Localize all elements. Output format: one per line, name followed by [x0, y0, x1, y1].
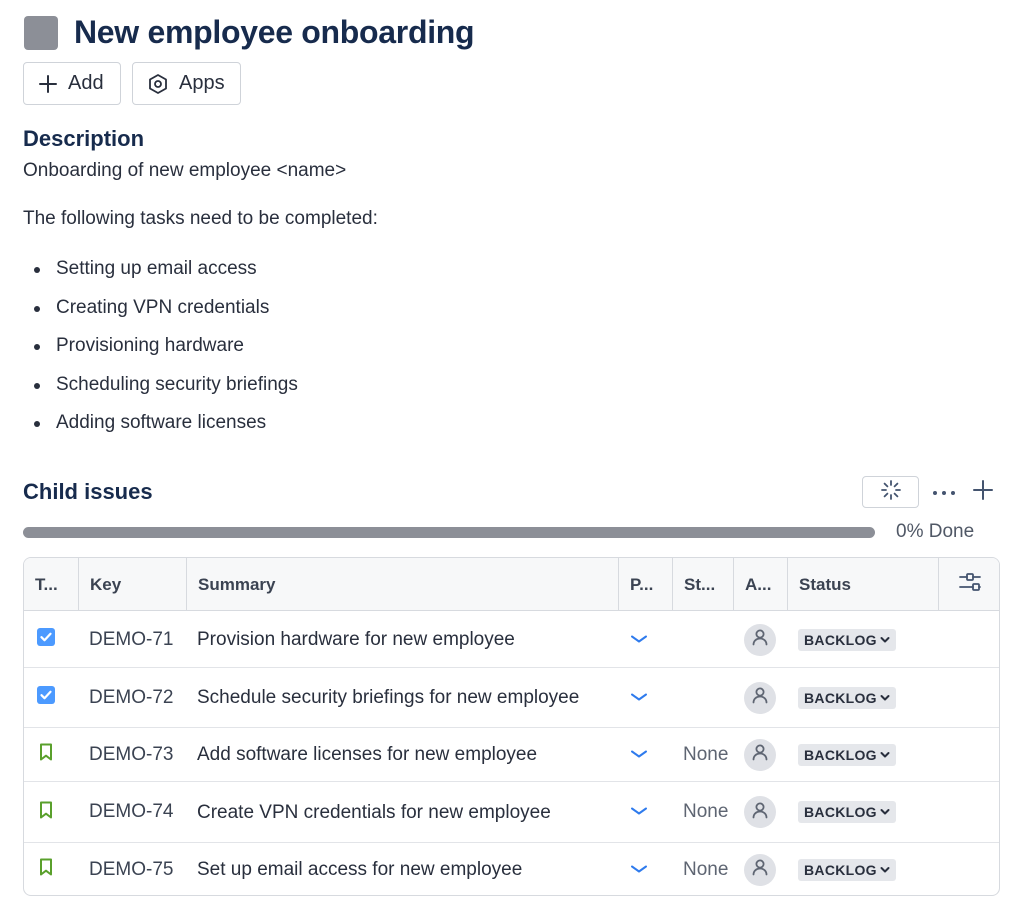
- column-header-priority[interactable]: P...: [619, 558, 673, 611]
- status-cell[interactable]: [798, 728, 896, 781]
- assignee-cell[interactable]: [744, 728, 776, 781]
- add-button[interactable]: [23, 62, 121, 105]
- issue-header: [24, 14, 474, 51]
- table-row[interactable]: [24, 843, 999, 896]
- table-row[interactable]: [24, 612, 999, 668]
- priority-low-chevron-icon: [630, 803, 648, 821]
- column-header-assignee[interactable]: A...: [734, 558, 788, 611]
- person-icon: [750, 627, 770, 652]
- assignee-cell[interactable]: [744, 668, 776, 727]
- bullet-text[interactable]: Scheduling security briefings: [56, 373, 298, 395]
- status-dropdown[interactable]: [798, 629, 896, 651]
- child-issues-progress-bar: [23, 527, 875, 538]
- status-dropdown[interactable]: [798, 859, 896, 881]
- issue-actions: [23, 62, 241, 105]
- status-dropdown[interactable]: [798, 801, 896, 823]
- type-cell[interactable]: [36, 668, 56, 727]
- description-line[interactable]: The following tasks need to be completed:: [23, 208, 378, 229]
- assignee-cell[interactable]: [744, 782, 776, 842]
- bullet-dot: [34, 267, 40, 273]
- priority-low-chevron-icon: [630, 631, 648, 649]
- issue-key-link[interactable]: DEMO-73: [89, 743, 174, 765]
- child-issues-table: [23, 557, 1000, 896]
- chevron-down-icon: [880, 636, 890, 644]
- summary-cell[interactable]: [197, 612, 607, 667]
- table-row[interactable]: [24, 728, 999, 782]
- chevron-down-icon: [880, 694, 890, 702]
- issue-summary[interactable]: Set up email access for new employee: [197, 859, 523, 880]
- priority-cell[interactable]: [630, 612, 648, 667]
- story-bookmark-icon: [36, 742, 56, 767]
- status-dropdown[interactable]: [798, 744, 896, 766]
- assignee-cell[interactable]: [744, 612, 776, 667]
- unassigned-avatar[interactable]: [744, 854, 776, 886]
- description-line[interactable]: Onboarding of new employee <name>: [23, 160, 347, 181]
- priority-low-chevron-icon: [630, 861, 648, 879]
- story-points-value[interactable]: None: [683, 858, 729, 880]
- bullet-dot: [34, 421, 40, 427]
- status-label: BACKLOG: [804, 746, 877, 763]
- issue-summary[interactable]: Add software licenses for new employee: [197, 744, 538, 765]
- summary-cell[interactable]: [197, 782, 607, 842]
- bullet-item: [34, 335, 298, 374]
- unassigned-avatar[interactable]: [744, 682, 776, 714]
- status-label: BACKLOG: [804, 804, 877, 820]
- unassigned-avatar[interactable]: [744, 796, 776, 828]
- unassigned-avatar[interactable]: [744, 739, 776, 771]
- bullet-item: [34, 297, 298, 336]
- bullet-dot: [34, 306, 40, 312]
- status-dropdown[interactable]: [798, 687, 896, 709]
- sparkle-icon: [880, 479, 902, 506]
- bullet-text[interactable]: Creating VPN credentials: [56, 296, 270, 318]
- column-header-story-points[interactable]: St...: [673, 558, 734, 611]
- chevron-down-icon: [880, 751, 890, 759]
- progress-label: 0% Done: [896, 521, 975, 542]
- column-config-icon: [958, 571, 982, 598]
- type-cell[interactable]: [36, 843, 56, 896]
- issue-summary[interactable]: Provision hardware for new employee: [197, 629, 515, 650]
- type-cell[interactable]: [36, 728, 56, 781]
- add-button-label: Add: [68, 72, 104, 94]
- task-checkbox-icon: [36, 627, 56, 652]
- status-cell[interactable]: [798, 843, 896, 896]
- plus-icon: [972, 479, 994, 506]
- epic-icon[interactable]: [24, 16, 58, 50]
- bullet-text[interactable]: Adding software licenses: [56, 412, 267, 433]
- bullet-item: [34, 412, 298, 451]
- story-bookmark-icon: [36, 800, 56, 825]
- chevron-down-icon: [880, 808, 890, 816]
- table-row[interactable]: [24, 668, 999, 728]
- apps-hexagon-icon: [147, 73, 169, 95]
- status-cell[interactable]: [798, 612, 896, 667]
- priority-low-chevron-icon: [630, 689, 648, 707]
- priority-cell[interactable]: [630, 728, 648, 781]
- issue-summary[interactable]: Create VPN credentials for new employee: [197, 801, 551, 823]
- apps-button[interactable]: [132, 62, 241, 105]
- type-cell[interactable]: [36, 612, 56, 667]
- story-points-value[interactable]: None: [683, 743, 729, 765]
- bullet-text[interactable]: Setting up email access: [56, 258, 257, 279]
- column-settings-button[interactable]: [939, 558, 1000, 611]
- story-bookmark-icon: [36, 857, 56, 882]
- person-icon: [750, 742, 770, 767]
- table-row[interactable]: [24, 782, 999, 843]
- column-header-summary[interactable]: Summary: [187, 558, 619, 611]
- bullet-item: [34, 374, 298, 413]
- summary-cell[interactable]: [197, 668, 607, 727]
- status-label: BACKLOG: [804, 689, 877, 706]
- status-label: BACKLOG: [804, 861, 877, 878]
- task-bullet-list: [34, 258, 298, 451]
- bullet-dot: [34, 383, 40, 389]
- assignee-cell[interactable]: [744, 843, 776, 896]
- issue-summary[interactable]: Schedule security briefings for new employee: [197, 687, 580, 708]
- bullet-dot: [34, 344, 40, 350]
- bullet-item: [34, 258, 298, 297]
- task-checkbox-icon: [36, 685, 56, 710]
- issue-key-link[interactable]: DEMO-75: [89, 858, 174, 880]
- child-issues-heading: Child issues: [23, 479, 153, 504]
- person-icon: [750, 857, 770, 882]
- type-cell[interactable]: [36, 782, 56, 842]
- table-header: [24, 558, 999, 611]
- more-actions-button[interactable]: [931, 476, 957, 508]
- bullet-text[interactable]: Provisioning hardware: [56, 335, 244, 356]
- summary-cell[interactable]: [197, 843, 607, 896]
- priority-low-chevron-icon: [630, 746, 648, 764]
- issue-key-link[interactable]: DEMO-74: [89, 801, 174, 822]
- priority-cell[interactable]: [630, 782, 648, 842]
- summary-cell[interactable]: [197, 728, 607, 781]
- unassigned-avatar[interactable]: [744, 624, 776, 656]
- issue-key-link[interactable]: DEMO-71: [89, 628, 174, 650]
- issue-key-link[interactable]: DEMO-72: [89, 686, 174, 708]
- ai-suggest-button[interactable]: [862, 476, 919, 508]
- priority-cell[interactable]: [630, 843, 648, 896]
- column-header-status[interactable]: Status: [788, 558, 939, 611]
- create-child-issue-button[interactable]: [971, 476, 995, 508]
- column-header-key[interactable]: Key: [79, 558, 187, 611]
- issue-title[interactable]: New employee onboarding: [74, 14, 475, 50]
- story-points-value[interactable]: None: [683, 801, 729, 822]
- description-heading: Description: [23, 126, 145, 151]
- person-icon: [750, 800, 770, 825]
- column-header-type[interactable]: T...: [24, 558, 79, 611]
- plus-icon: [38, 74, 58, 94]
- status-label: BACKLOG: [804, 631, 877, 648]
- apps-button-label: Apps: [179, 72, 225, 94]
- status-cell[interactable]: [798, 668, 896, 727]
- priority-cell[interactable]: [630, 668, 648, 727]
- chevron-down-icon: [880, 866, 890, 874]
- more-horizontal-icon: [932, 483, 956, 501]
- child-issues-toolbar: [862, 476, 995, 508]
- person-icon: [750, 685, 770, 710]
- status-cell[interactable]: [798, 782, 896, 842]
